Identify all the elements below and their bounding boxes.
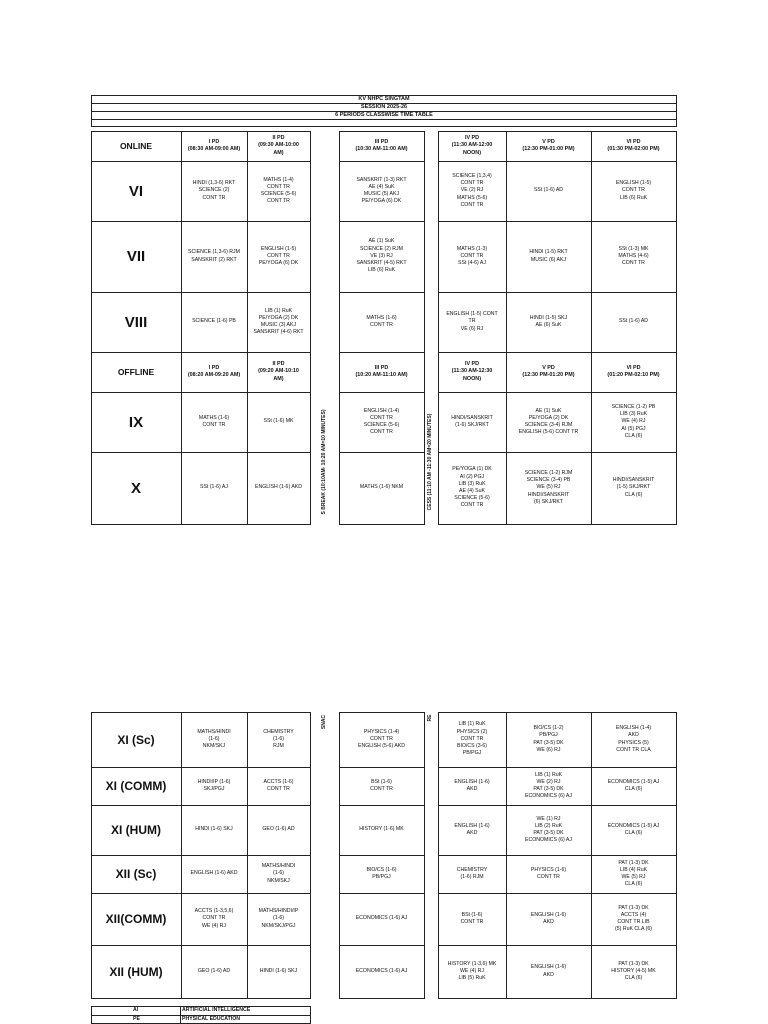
period-header bbox=[506, 131, 591, 161]
timetable-cell: ENGLISH (1-5) CONT TR VE (6) RJ bbox=[446, 311, 498, 332]
timetable-cell: ENGLISH (1-6) AKD bbox=[255, 484, 302, 491]
timetable-cell: PHYSICS (1-6) CONT TR bbox=[530, 866, 567, 880]
timetable-cell: HINDI (1-6) SKJ bbox=[195, 826, 233, 833]
period-header bbox=[247, 352, 310, 392]
period-name: III PD bbox=[374, 364, 389, 371]
timetable-cell: ENGLISH (1-6) AKD bbox=[530, 964, 567, 978]
legend-abbr: PE bbox=[133, 1016, 140, 1022]
timetable-cell: HISTORY (1-3,6) MK WE (4) RJ LIB (5) RuK bbox=[447, 960, 497, 982]
period-header bbox=[339, 352, 424, 392]
online-label: ONLINE bbox=[119, 141, 153, 151]
class-label: VIII bbox=[124, 313, 148, 331]
period-header bbox=[181, 352, 247, 392]
class-label: IX bbox=[128, 413, 144, 431]
timetable-cell: MATHS (1-3) CONT TR SSt (4-6) AJ bbox=[456, 245, 488, 267]
period-header bbox=[181, 131, 247, 161]
timetable-cell: SSt (1-3) MK MATHS (4-6) CONT TR bbox=[618, 245, 649, 267]
timetable-cell: GEO (1-6) AD bbox=[262, 826, 295, 833]
timetable-title: 6 PERIODS CLASSWISE TIME TABLE bbox=[335, 112, 433, 118]
period-name: III PD bbox=[374, 138, 389, 145]
period-name: I PD bbox=[208, 364, 220, 371]
class-label: XII (Sc) bbox=[115, 867, 157, 881]
period-name: II PD bbox=[272, 361, 285, 368]
period-time: (11:30 AM-12:30 NOON) bbox=[451, 368, 493, 382]
period-name: IV PD bbox=[464, 135, 480, 142]
timetable-cell: BIO/CS (1-6) PB/PGJ bbox=[366, 866, 397, 880]
legend-full: ARTIFICIAL INTELLIGENCE bbox=[182, 1007, 251, 1013]
period-header bbox=[591, 352, 676, 392]
timetable-cell: HINDI/SANSKRIT (1-5) SKJ/RKT CLA (6) bbox=[612, 477, 655, 498]
timetable-cell: MATHS/HINDI (1-6) NKM/SKJ bbox=[197, 728, 231, 750]
timetable-cell: SCIENCE (1-6) PB bbox=[192, 318, 236, 325]
timetable-cell: PHYSICS (1-4) CONT TR ENGLISH (5-6) AKD bbox=[358, 728, 405, 750]
timetable-cell: ECONOMICS (1-6) AJ bbox=[355, 967, 408, 974]
timetable-cell: MATHS (1-4) CONT TR SCIENCE (5-6) CONT TR bbox=[260, 176, 297, 205]
timetable-cell: HINDI/SANSKRIT (1-6) SKJ/RKT bbox=[451, 414, 493, 428]
timetable-cell: SCIENCE (1-2) RJM SCIENCE (3-4) PB WE (5) RJ HINDI/SANSKRIT (6) SKJ/RKT bbox=[524, 469, 573, 505]
timetable-cell: ECONOMICS (1-5) AJ CLA (6) bbox=[607, 822, 660, 836]
timetable-cell: AE (1) SuK PE/YOGA (2) DK SCIENCE (3-4) RJM ENGLISH (5-6) CONT TR bbox=[518, 407, 579, 436]
recess-label: RE bbox=[427, 714, 433, 722]
period-header bbox=[438, 131, 506, 161]
timetable-cell: HINDI/IP (1-6) SKJ/PGJ bbox=[197, 778, 231, 792]
period-time: (08:20 AM-09:20 AM) bbox=[187, 372, 241, 378]
period-time: (12:30 PM-01:20 PM) bbox=[522, 372, 575, 378]
timetable-cell: LIB (1) RuK PE/YOGA (2) DK MUSIC (3) AKJ SANSKRIT (4-6) RKT bbox=[253, 307, 304, 336]
school-name: KV NHPC SINGTAM bbox=[358, 96, 410, 102]
period-time: (10:30 AM-11:00 AM) bbox=[355, 146, 408, 152]
period-time: (11:30 AM-12:00 NOON) bbox=[451, 142, 493, 156]
period-time: (01:20 PM-02:10 PM) bbox=[607, 372, 660, 378]
period-header bbox=[506, 352, 591, 392]
period-time: (09:20 AM-10:10 AM) bbox=[258, 368, 299, 382]
timetable-cell: BSt (1-6) CONT TR bbox=[460, 911, 484, 925]
period-name: IV PD bbox=[464, 361, 480, 368]
timetable-cell: AE (1) SuK SCIENCE (2) RJM VE (3) RJ SANSKRIT (4-5) RKT LIB (6) RuK bbox=[356, 238, 407, 274]
timetable-cell: ENGLISH (1-4) CONT TR SCIENCE (5-6) CONT TR bbox=[363, 407, 400, 436]
timetable-cell: ENGLISH (1-6) AKD bbox=[190, 870, 238, 877]
legend-full: PHYSICAL EDUCATION bbox=[182, 1016, 241, 1022]
timetable-cell: PAT (1-3) DK HISTORY (4-5) MK CLA (6) bbox=[611, 960, 656, 982]
timetable-cell: MATHS (1-6) CONT TR bbox=[366, 314, 397, 328]
class-label: XI (HUM) bbox=[111, 823, 161, 837]
period-name: VI PD bbox=[626, 138, 641, 145]
period-time: (12:30 PM-01:00 PM) bbox=[522, 146, 575, 152]
timetable-cell: HINDI (1-5) RKT MUSIC (6) AKJ bbox=[529, 249, 568, 263]
timetable-cell: GEO (1-6) AD bbox=[197, 967, 231, 974]
timetable-cell: ENGLISH (1-5) CONT TR PE/YOGA (6) DK bbox=[258, 245, 299, 267]
timetable-cell: MATHS/HINDI (1-6) NKM/SKJ bbox=[261, 863, 296, 884]
period-name: II PD bbox=[272, 135, 285, 142]
period-header bbox=[591, 131, 676, 161]
timetable-cell: SSt (1-6) AD bbox=[533, 187, 564, 194]
timetable-cell: MATHS (1-6) CONT TR bbox=[198, 414, 230, 428]
period-name: VI PD bbox=[626, 364, 641, 371]
timetable-cell: PAT (1-3) DK ACCTS (4) CONT TR LIB (5) RuK CLA (6) bbox=[615, 904, 652, 933]
timetable-cell: ECONOMICS (1-6) AJ bbox=[355, 915, 408, 922]
timetable-cell: CHEMISTRY (1-6) RJM bbox=[456, 866, 488, 880]
timetable-cell: ENGLISH (1-6) AKD bbox=[530, 911, 567, 925]
timetable-cell: PAT (1-3) DK LIB (4) RuK WE (5) RJ CLA (6) bbox=[618, 859, 649, 888]
period-time: (01:30 PM-02:00 PM) bbox=[607, 146, 660, 152]
timetable-cell: SSt (1-6) MK bbox=[263, 418, 294, 425]
session-label: SESSION 2025-26 bbox=[360, 104, 408, 110]
period-time: (08:30 AM-09:00 AM) bbox=[187, 146, 241, 152]
timetable-cell: ACCTS (1-6) CONT TR bbox=[263, 778, 294, 792]
class-label: XII (HUM) bbox=[109, 964, 163, 979]
period-name: V PD bbox=[542, 364, 555, 371]
period-time: (09:30 AM-10:00 AM) bbox=[258, 142, 299, 156]
timetable-cell: LIB (1) RuK WE (2) RJ PAT (3-5) DK ECONOMICS (6) AJ bbox=[525, 771, 572, 800]
timetable-cell: CHEMISTRY (1-6) RJM bbox=[263, 728, 294, 750]
timetable-cell: HINDI (1-6) SKJ bbox=[259, 967, 298, 974]
class-label: XII(COMM) bbox=[105, 912, 167, 926]
timetable-cell: ECONOMICS (1-5) AJ CLA (6) bbox=[607, 778, 660, 792]
timetable-cell: HISTORY (1-6) MK bbox=[359, 826, 404, 833]
class-label: VII bbox=[126, 248, 146, 265]
period-name: V PD bbox=[542, 138, 555, 145]
offline-label: OFFLINE bbox=[117, 367, 155, 377]
period-header bbox=[339, 131, 424, 161]
period-name: I PD bbox=[208, 138, 220, 145]
class-label: XI (COMM) bbox=[105, 779, 167, 793]
class-label: VI bbox=[128, 182, 144, 200]
timetable-cell: SSt (1-6) AD bbox=[618, 318, 649, 325]
snack-break-label: SNAC bbox=[321, 714, 327, 730]
snack-break-label: S BREAK (10:10AM- 10:20 AM=10 MINUTES) bbox=[321, 409, 327, 515]
timetable-cell: SSt (1-6) AJ bbox=[200, 484, 228, 491]
class-label: XI (Sc) bbox=[117, 732, 155, 747]
timetable-cell: ENGLISH (1-6) AKD bbox=[454, 778, 490, 792]
timetable-cell: SCIENCE (1-2) PB LIB (3) RuK WE (4) RJ AI (5) PGJ CLA (6) bbox=[611, 403, 656, 439]
legend-row bbox=[91, 1006, 311, 1015]
timetable-cell: ACCTS (1-3,5,6) CONT TR WE (4) RJ bbox=[194, 908, 234, 929]
timetable-cell: HINDI (1,3-6) RKT SCIENCE (2) CONT TR bbox=[192, 180, 236, 201]
recess-label: CESS (11:10 AM -11:30 AM=20 MINUTES) bbox=[427, 413, 433, 511]
timetable-cell: HINDI (1-5) SKJ AE (6) SuK bbox=[529, 314, 568, 328]
timetable-cell: BIO/CS (1-2) PB/PGJ PAT (3-5) DK WE (6) RJ bbox=[533, 725, 564, 753]
period-header bbox=[438, 352, 506, 392]
timetable-cell: SCIENCE (1,3-6) RJM SANSKRIT (2) RKT bbox=[188, 249, 240, 263]
timetable-cell: LIB (1) RuK PHYSICS (2) CONT TR BIO/CS (3-6) PB/PGJ bbox=[456, 721, 488, 757]
timetable-cell: SANSKRIT (1-3) RKT AE (4) SuK MUSIC (5) AKJ PE/YOGA (6) DK bbox=[356, 176, 407, 205]
period-time: (10:20 AM-11:10 AM) bbox=[355, 372, 408, 378]
class-label: X bbox=[130, 479, 141, 497]
timetable-cell: MATHS (1-6) NKM bbox=[359, 484, 404, 491]
period-header bbox=[247, 131, 310, 161]
timetable-cell: ENGLISH (1-6) AKD bbox=[454, 822, 490, 836]
timetable-cell: PE/YOGA (1) DK AI (2) PGJ LIB (3) RuK AE (4) SuK SCIENCE (5-6) CONT TR bbox=[452, 466, 492, 509]
timetable-cell: BSt (1-6) CONT TR bbox=[370, 778, 393, 792]
legend-abbr: AI bbox=[133, 1007, 139, 1013]
legend-row bbox=[91, 1015, 311, 1024]
timetable-cell: ENGLISH (1-4) AKD PHYSICS (5) CONT TR CLA bbox=[615, 725, 652, 753]
timetable-cell: MATHS/HINDI/IP (1-6) NKM/SKJ/PGJ bbox=[258, 908, 299, 929]
timetable-cell: WE (1) RJ LIB (2) RuK PAT (3-5) DK ECONOMICS (6) AJ bbox=[525, 815, 572, 844]
timetable-cell: ENGLISH (1-5) CONT TR LIB (6) RuK bbox=[615, 180, 652, 201]
timetable-cell: SCIENCE (1,3,4) CONT TR VE (2) RJ MATHS (5-6) CONT TR bbox=[452, 172, 492, 208]
